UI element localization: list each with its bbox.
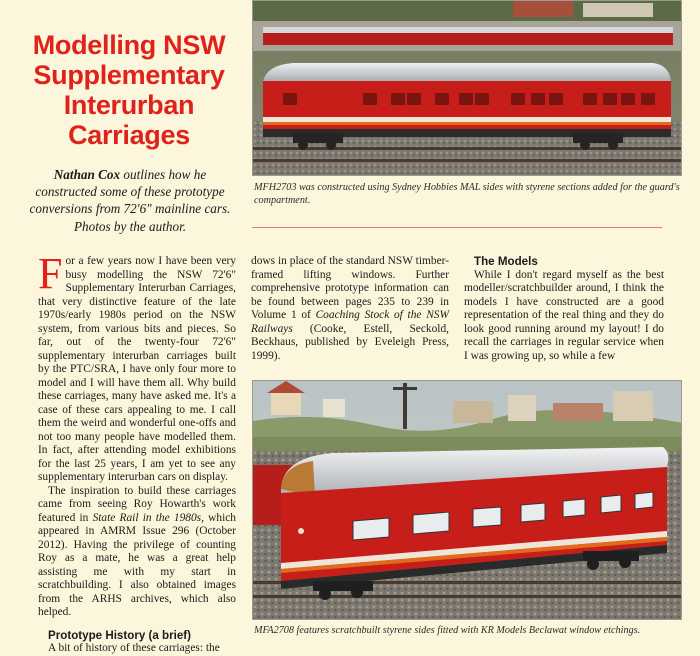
author-name: Nathan Cox (53, 167, 121, 182)
title-line: Carriages (68, 120, 190, 150)
paragraph-text: or a few years now I have been very busy modelling the NSW 72'6" Supplementary Interurban Carriages, that very distinctive feature of the late 1970s/early 1980s period on the NSW system, from various bits and pieces. So far, out of the twenty-four 72'6" supplementary interurban carriages built by the PTC/SRA, I have only four more to model and I will have them all. Why build these carriages, many have asked me. It's a case of these cars appealing to me. I call them the weird and wonderful one-offs and not too many people have modelled them. In fact, after attending model exhibitions for the last 25 years, I am yet to see any supplementary interurban cars on display. (38, 255, 236, 483)
standfirst (28, 166, 232, 235)
title-line: Modelling NSW (32, 30, 226, 60)
standfirst-text: outlines how he constructed some of these prototype conversions from 72'6" mainline cars. Photos by the author. (29, 167, 231, 234)
article-title (10, 30, 248, 150)
dropcap: F (38, 249, 63, 298)
paragraph-text: The inspiration to build these carriages came from seeing Roy Howarth's work featured in (38, 484, 236, 524)
column-1 (38, 249, 236, 656)
photo-mfa2708 (252, 380, 682, 620)
paragraph-text: dows in place of the standard NSW timber-framed lifting windows. Further comprehensive prototype information can be found between pages 235 to 239 in Volume 1 of (251, 255, 449, 321)
paragraph-text: , which appeared in AMRM Issue 296 (October 2012). Having the privilege of counting Roy as a mate, he was a great help assisting me with my start in scratchbuilding. I also obtained images from the ARHS archives, which also helped. (38, 511, 236, 618)
carriage-photo-1 (253, 1, 682, 176)
paragraph (38, 485, 236, 620)
photo-1-caption: MFH2703 was constructed using Sydney Hobbies MAL sides with styrene sections added for the guard's compartment. (254, 182, 680, 206)
title-line: Interurban (63, 90, 195, 120)
paragraph: A bit of history of these carriages: the (48, 642, 220, 654)
section-heading: Prototype History (a brief) (48, 628, 192, 642)
book-title: State Rail in the 1980s (92, 511, 202, 524)
book-title: Coaching Stock of the NSW Railways (251, 309, 449, 335)
photo-mfh2703 (252, 0, 682, 176)
paragraph (251, 255, 449, 363)
column-2 (251, 255, 449, 363)
column-3 (464, 255, 664, 363)
carriage-photo-2 (253, 381, 682, 620)
photo-2-caption: MFA2708 features scratchbuilt styrene sides fitted with KR Models Beclawat window etchings. (254, 625, 641, 636)
section-divider (252, 227, 662, 228)
title-line: Supplementary (33, 60, 225, 90)
paragraph: While I don't regard myself as the best modeller/scratchbuilder around, I think the models I have constructed are a good representation of the real thing and they do look good running around my layout! I do recall the carriages in regular service when I was growing up, so while a few (464, 268, 664, 362)
paragraph (38, 249, 236, 485)
paragraph-text: (Cooke, Estell, Seckold, Beckhaus, published by Eveleigh Press, 1999). (251, 322, 449, 362)
section-heading: The Models (474, 255, 538, 268)
